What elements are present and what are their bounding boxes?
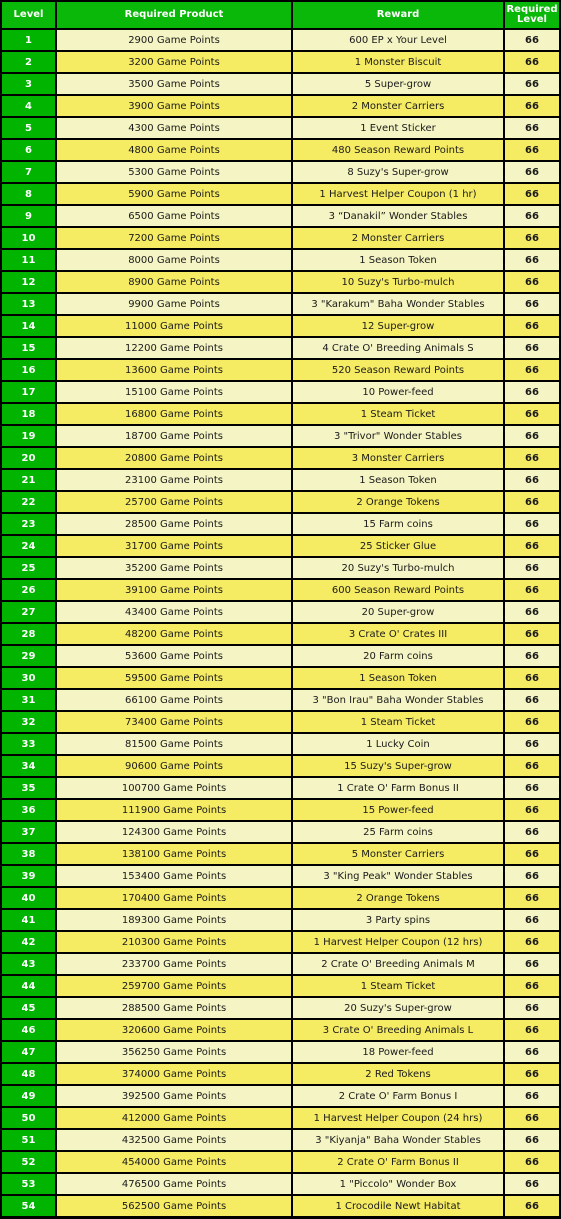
required-product-cell: 20800 Game Points xyxy=(57,448,291,468)
reward-cell: 20 Super-grow xyxy=(293,602,503,622)
reward-cell: 3 Crate O' Breeding Animals L xyxy=(293,1020,503,1040)
required-level-cell: 66 xyxy=(505,1020,559,1040)
level-cell: 29 xyxy=(2,646,55,666)
required-product-cell: 2900 Game Points xyxy=(57,30,291,50)
reward-cell: 1 Season Token xyxy=(293,470,503,490)
required-level-cell: 66 xyxy=(505,580,559,600)
table-row xyxy=(2,1152,559,1172)
level-cell: 22 xyxy=(2,492,55,512)
reward-cell: 20 Suzy's Turbo-mulch xyxy=(293,558,503,578)
table-row xyxy=(2,932,559,952)
table-row xyxy=(2,910,559,930)
reward-cell: 1 "Piccolo" Wonder Box xyxy=(293,1174,503,1194)
table-row xyxy=(2,514,559,534)
required-product-cell: 356250 Game Points xyxy=(57,1042,291,1062)
table-body xyxy=(2,30,559,1216)
required-level-cell: 66 xyxy=(505,140,559,160)
required-level-cell: 66 xyxy=(505,558,559,578)
header-row xyxy=(2,2,559,28)
reward-cell: 3 "Karakum" Baha Wonder Stables xyxy=(293,294,503,314)
level-cell: 38 xyxy=(2,844,55,864)
reward-cell: 10 Power-feed xyxy=(293,382,503,402)
reward-cell: 15 Farm coins xyxy=(293,514,503,534)
reward-cell: 1 Event Sticker xyxy=(293,118,503,138)
level-cell: 1 xyxy=(2,30,55,50)
required-level-cell: 66 xyxy=(505,448,559,468)
table-row xyxy=(2,316,559,336)
reward-cell: 3 "Kiyanja" Baha Wonder Stables xyxy=(293,1130,503,1150)
table-row xyxy=(2,668,559,688)
table-row xyxy=(2,602,559,622)
required-level-cell: 66 xyxy=(505,426,559,446)
required-product-cell: 81500 Game Points xyxy=(57,734,291,754)
required-level-cell: 66 xyxy=(505,888,559,908)
required-product-cell: 374000 Game Points xyxy=(57,1064,291,1084)
reward-cell: 2 Monster Carriers xyxy=(293,228,503,248)
required-level-cell: 66 xyxy=(505,1196,559,1216)
reward-cell: 1 Lucky Coin xyxy=(293,734,503,754)
level-cell: 3 xyxy=(2,74,55,94)
table-row xyxy=(2,1020,559,1040)
level-cell: 14 xyxy=(2,316,55,336)
required-level-cell: 66 xyxy=(505,954,559,974)
table-row xyxy=(2,272,559,292)
level-cell: 2 xyxy=(2,52,55,72)
level-cell: 52 xyxy=(2,1152,55,1172)
level-cell: 47 xyxy=(2,1042,55,1062)
table-row xyxy=(2,426,559,446)
level-cell: 17 xyxy=(2,382,55,402)
required-product-cell: 562500 Game Points xyxy=(57,1196,291,1216)
required-level-cell: 66 xyxy=(505,272,559,292)
required-product-cell: 233700 Game Points xyxy=(57,954,291,974)
required-level-cell: 66 xyxy=(505,602,559,622)
table-row xyxy=(2,360,559,380)
required-product-cell: 111900 Game Points xyxy=(57,800,291,820)
reward-cell: 8 Suzy's Super-grow xyxy=(293,162,503,182)
reward-cell: 3 "King Peak" Wonder Stables xyxy=(293,866,503,886)
table-row xyxy=(2,536,559,556)
reward-cell: 2 Crate O' Breeding Animals M xyxy=(293,954,503,974)
reward-cell: 600 Season Reward Points xyxy=(293,580,503,600)
level-cell: 41 xyxy=(2,910,55,930)
table-row xyxy=(2,976,559,996)
required-level-cell: 66 xyxy=(505,1086,559,1106)
level-cell: 54 xyxy=(2,1196,55,1216)
level-cell: 24 xyxy=(2,536,55,556)
required-level-cell: 66 xyxy=(505,250,559,270)
reward-cell: 3 Monster Carriers xyxy=(293,448,503,468)
table-row xyxy=(2,866,559,886)
required-product-cell: 153400 Game Points xyxy=(57,866,291,886)
required-product-cell: 28500 Game Points xyxy=(57,514,291,534)
table-row xyxy=(2,96,559,116)
required-product-cell: 13600 Game Points xyxy=(57,360,291,380)
table-row xyxy=(2,162,559,182)
reward-cell: 480 Season Reward Points xyxy=(293,140,503,160)
reward-cell: 1 Steam Ticket xyxy=(293,976,503,996)
reward-cell: 1 Harvest Helper Coupon (1 hr) xyxy=(293,184,503,204)
required-level-cell: 66 xyxy=(505,96,559,116)
required-product-cell: 392500 Game Points xyxy=(57,1086,291,1106)
reward-cell: 5 Super-grow xyxy=(293,74,503,94)
required-product-cell: 320600 Game Points xyxy=(57,1020,291,1040)
table-row xyxy=(2,646,559,666)
required-product-cell: 35200 Game Points xyxy=(57,558,291,578)
required-product-cell: 170400 Game Points xyxy=(57,888,291,908)
required-product-cell: 124300 Game Points xyxy=(57,822,291,842)
required-product-cell: 90600 Game Points xyxy=(57,756,291,776)
required-product-cell: 16800 Game Points xyxy=(57,404,291,424)
required-level-cell: 66 xyxy=(505,668,559,688)
required-level-cell: 66 xyxy=(505,228,559,248)
required-level-cell: 66 xyxy=(505,514,559,534)
required-level-cell: 66 xyxy=(505,492,559,512)
required-level-cell: 66 xyxy=(505,734,559,754)
required-level-cell: 66 xyxy=(505,976,559,996)
table-row xyxy=(2,140,559,160)
level-cell: 19 xyxy=(2,426,55,446)
required-level-cell: 66 xyxy=(505,910,559,930)
required-level-cell: 66 xyxy=(505,404,559,424)
table-header xyxy=(2,2,559,28)
required-level-cell: 66 xyxy=(505,536,559,556)
reward-cell: 2 Orange Tokens xyxy=(293,888,503,908)
required-product-cell: 6500 Game Points xyxy=(57,206,291,226)
required-product-cell: 210300 Game Points xyxy=(57,932,291,952)
reward-cell: 2 Monster Carriers xyxy=(293,96,503,116)
table-row xyxy=(2,778,559,798)
header-required-product: Required Product xyxy=(57,2,291,28)
required-level-cell: 66 xyxy=(505,470,559,490)
required-level-cell: 66 xyxy=(505,1152,559,1172)
required-product-cell: 59500 Game Points xyxy=(57,668,291,688)
required-product-cell: 73400 Game Points xyxy=(57,712,291,732)
table-row xyxy=(2,998,559,1018)
table-row xyxy=(2,712,559,732)
required-product-cell: 9900 Game Points xyxy=(57,294,291,314)
required-product-cell: 454000 Game Points xyxy=(57,1152,291,1172)
required-level-cell: 66 xyxy=(505,206,559,226)
reward-cell: 1 Monster Biscuit xyxy=(293,52,503,72)
table-row xyxy=(2,1086,559,1106)
required-product-cell: 43400 Game Points xyxy=(57,602,291,622)
table-row xyxy=(2,624,559,644)
required-level-cell: 66 xyxy=(505,118,559,138)
level-cell: 23 xyxy=(2,514,55,534)
header-required-level: Required Level xyxy=(505,2,559,28)
reward-cell: 20 Farm coins xyxy=(293,646,503,666)
required-product-cell: 4800 Game Points xyxy=(57,140,291,160)
level-cell: 50 xyxy=(2,1108,55,1128)
level-cell: 25 xyxy=(2,558,55,578)
reward-cell: 3 “Danakil” Wonder Stables xyxy=(293,206,503,226)
reward-cell: 3 "Trivor" Wonder Stables xyxy=(293,426,503,446)
reward-cell: 18 Power-feed xyxy=(293,1042,503,1062)
table-row xyxy=(2,822,559,842)
level-cell: 21 xyxy=(2,470,55,490)
level-cell: 46 xyxy=(2,1020,55,1040)
required-level-cell: 66 xyxy=(505,74,559,94)
required-level-cell: 66 xyxy=(505,844,559,864)
level-cell: 5 xyxy=(2,118,55,138)
reward-cell: 1 Season Token xyxy=(293,250,503,270)
header-level: Level xyxy=(2,2,55,28)
required-level-cell: 66 xyxy=(505,1064,559,1084)
reward-cell: 2 Crate O' Farm Bonus I xyxy=(293,1086,503,1106)
level-cell: 10 xyxy=(2,228,55,248)
required-product-cell: 8900 Game Points xyxy=(57,272,291,292)
level-cell: 37 xyxy=(2,822,55,842)
required-product-cell: 189300 Game Points xyxy=(57,910,291,930)
required-product-cell: 5900 Game Points xyxy=(57,184,291,204)
required-product-cell: 259700 Game Points xyxy=(57,976,291,996)
reward-cell: 3 Crate O' Crates III xyxy=(293,624,503,644)
required-level-cell: 66 xyxy=(505,998,559,1018)
required-product-cell: 11000 Game Points xyxy=(57,316,291,336)
level-cell: 16 xyxy=(2,360,55,380)
required-level-cell: 66 xyxy=(505,294,559,314)
required-product-cell: 100700 Game Points xyxy=(57,778,291,798)
table-row xyxy=(2,888,559,908)
required-level-cell: 66 xyxy=(505,624,559,644)
reward-cell: 3 "Bon Irau" Baha Wonder Stables xyxy=(293,690,503,710)
table-row xyxy=(2,74,559,94)
required-level-cell: 66 xyxy=(505,822,559,842)
required-level-cell: 66 xyxy=(505,30,559,50)
header-reward: Reward xyxy=(293,2,503,28)
required-level-cell: 66 xyxy=(505,1174,559,1194)
table-row xyxy=(2,800,559,820)
required-level-cell: 66 xyxy=(505,756,559,776)
required-level-cell: 66 xyxy=(505,690,559,710)
reward-cell: 1 Crocodile Newt Habitat xyxy=(293,1196,503,1216)
required-product-cell: 66100 Game Points xyxy=(57,690,291,710)
table-row xyxy=(2,1174,559,1194)
required-product-cell: 18700 Game Points xyxy=(57,426,291,446)
level-cell: 11 xyxy=(2,250,55,270)
level-cell: 34 xyxy=(2,756,55,776)
reward-cell: 520 Season Reward Points xyxy=(293,360,503,380)
reward-cell: 1 Harvest Helper Coupon (12 hrs) xyxy=(293,932,503,952)
required-product-cell: 288500 Game Points xyxy=(57,998,291,1018)
level-cell: 33 xyxy=(2,734,55,754)
table-row xyxy=(2,52,559,72)
reward-cell: 600 EP x Your Level xyxy=(293,30,503,50)
table-row xyxy=(2,756,559,776)
level-cell: 35 xyxy=(2,778,55,798)
table-row xyxy=(2,382,559,402)
table-row xyxy=(2,844,559,864)
reward-cell: 20 Suzy's Super-grow xyxy=(293,998,503,1018)
required-product-cell: 23100 Game Points xyxy=(57,470,291,490)
level-cell: 8 xyxy=(2,184,55,204)
required-level-cell: 66 xyxy=(505,1042,559,1062)
table-row xyxy=(2,250,559,270)
required-product-cell: 4300 Game Points xyxy=(57,118,291,138)
reward-cell: 2 Crate O' Farm Bonus II xyxy=(293,1152,503,1172)
level-cell: 27 xyxy=(2,602,55,622)
level-cell: 32 xyxy=(2,712,55,732)
required-product-cell: 138100 Game Points xyxy=(57,844,291,864)
level-cell: 49 xyxy=(2,1086,55,1106)
level-cell: 7 xyxy=(2,162,55,182)
table-row xyxy=(2,690,559,710)
table-row xyxy=(2,294,559,314)
level-cell: 40 xyxy=(2,888,55,908)
level-cell: 13 xyxy=(2,294,55,314)
table-row xyxy=(2,448,559,468)
required-level-cell: 66 xyxy=(505,1108,559,1128)
level-cell: 31 xyxy=(2,690,55,710)
reward-cell: 15 Suzy's Super-grow xyxy=(293,756,503,776)
required-level-cell: 66 xyxy=(505,1130,559,1150)
required-level-cell: 66 xyxy=(505,712,559,732)
required-product-cell: 8000 Game Points xyxy=(57,250,291,270)
table-row xyxy=(2,580,559,600)
required-product-cell: 7200 Game Points xyxy=(57,228,291,248)
required-level-cell: 66 xyxy=(505,338,559,358)
required-level-cell: 66 xyxy=(505,184,559,204)
level-cell: 43 xyxy=(2,954,55,974)
required-product-cell: 53600 Game Points xyxy=(57,646,291,666)
table-row xyxy=(2,734,559,754)
table-row xyxy=(2,30,559,50)
reward-cell: 5 Monster Carriers xyxy=(293,844,503,864)
level-cell: 42 xyxy=(2,932,55,952)
reward-cell: 1 Crate O' Farm Bonus II xyxy=(293,778,503,798)
reward-cell: 2 Orange Tokens xyxy=(293,492,503,512)
reward-cell: 1 Harvest Helper Coupon (24 hrs) xyxy=(293,1108,503,1128)
level-cell: 51 xyxy=(2,1130,55,1150)
level-cell: 4 xyxy=(2,96,55,116)
reward-cell: 12 Super-grow xyxy=(293,316,503,336)
required-level-cell: 66 xyxy=(505,162,559,182)
required-product-cell: 5300 Game Points xyxy=(57,162,291,182)
reward-cell: 1 Season Token xyxy=(293,668,503,688)
required-level-cell: 66 xyxy=(505,866,559,886)
required-level-cell: 66 xyxy=(505,778,559,798)
level-cell: 44 xyxy=(2,976,55,996)
required-level-cell: 66 xyxy=(505,316,559,336)
table-row xyxy=(2,1042,559,1062)
level-cell: 6 xyxy=(2,140,55,160)
table-row xyxy=(2,954,559,974)
level-cell: 20 xyxy=(2,448,55,468)
reward-cell: 10 Suzy's Turbo-mulch xyxy=(293,272,503,292)
level-cell: 15 xyxy=(2,338,55,358)
table-row xyxy=(2,338,559,358)
reward-cell: 15 Power-feed xyxy=(293,800,503,820)
level-cell: 53 xyxy=(2,1174,55,1194)
level-cell: 28 xyxy=(2,624,55,644)
required-product-cell: 48200 Game Points xyxy=(57,624,291,644)
required-product-cell: 25700 Game Points xyxy=(57,492,291,512)
required-product-cell: 3200 Game Points xyxy=(57,52,291,72)
required-product-cell: 31700 Game Points xyxy=(57,536,291,556)
required-product-cell: 476500 Game Points xyxy=(57,1174,291,1194)
required-product-cell: 3900 Game Points xyxy=(57,96,291,116)
table-row xyxy=(2,118,559,138)
required-product-cell: 15100 Game Points xyxy=(57,382,291,402)
table-row xyxy=(2,470,559,490)
table-row xyxy=(2,1108,559,1128)
level-cell: 48 xyxy=(2,1064,55,1084)
table-row xyxy=(2,1196,559,1216)
required-level-cell: 66 xyxy=(505,646,559,666)
reward-cell: 25 Farm coins xyxy=(293,822,503,842)
table-row xyxy=(2,1130,559,1150)
reward-cell: 1 Steam Ticket xyxy=(293,404,503,424)
reward-cell: 3 Party spins xyxy=(293,910,503,930)
level-cell: 39 xyxy=(2,866,55,886)
required-level-cell: 66 xyxy=(505,382,559,402)
required-product-cell: 39100 Game Points xyxy=(57,580,291,600)
level-cell: 9 xyxy=(2,206,55,226)
required-level-cell: 66 xyxy=(505,932,559,952)
table-row xyxy=(2,206,559,226)
level-cell: 45 xyxy=(2,998,55,1018)
table-row xyxy=(2,558,559,578)
level-cell: 26 xyxy=(2,580,55,600)
table-row xyxy=(2,404,559,424)
level-cell: 18 xyxy=(2,404,55,424)
level-cell: 36 xyxy=(2,800,55,820)
level-cell: 30 xyxy=(2,668,55,688)
required-product-cell: 412000 Game Points xyxy=(57,1108,291,1128)
table-row xyxy=(2,492,559,512)
required-level-cell: 66 xyxy=(505,800,559,820)
required-product-cell: 432500 Game Points xyxy=(57,1130,291,1150)
required-product-cell: 12200 Game Points xyxy=(57,338,291,358)
table-row xyxy=(2,1064,559,1084)
reward-cell: 2 Red Tokens xyxy=(293,1064,503,1084)
table-row xyxy=(2,228,559,248)
required-level-cell: 66 xyxy=(505,360,559,380)
required-level-cell: 66 xyxy=(505,52,559,72)
reward-cell: 25 Sticker Glue xyxy=(293,536,503,556)
reward-cell: 1 Steam Ticket xyxy=(293,712,503,732)
required-product-cell: 3500 Game Points xyxy=(57,74,291,94)
table-row xyxy=(2,184,559,204)
level-cell: 12 xyxy=(2,272,55,292)
reward-cell: 4 Crate O' Breeding Animals S xyxy=(293,338,503,358)
